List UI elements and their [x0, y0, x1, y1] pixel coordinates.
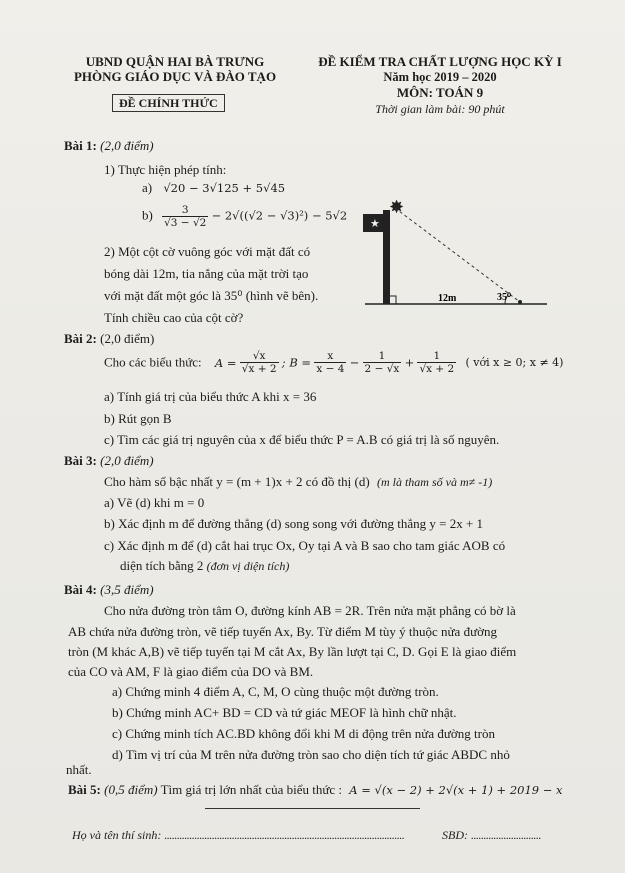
department-name: PHÒNG GIÁO DỤC VÀ ĐÀO TẠO: [73, 69, 277, 84]
bai2-b: b) Rút gọn B: [104, 411, 172, 426]
bai4-p-line1: Cho nửa đường tròn tâm O, đường kính AB = 2R. Trên nửa mặt phẳng có bờ là: [104, 603, 516, 618]
figure-length-label: 12m: [438, 293, 457, 304]
bai1-part2-line3: với mặt đất một góc là 35⁰ (hình vẽ bên).: [104, 288, 319, 303]
bai1-part2-line2: bóng dài 12m, tia nắng của mặt trời tạo: [104, 266, 309, 281]
bai1-heading: [64, 138, 154, 154]
bai2-points: (2,0 điểm): [100, 331, 155, 346]
B-lhs: ; B =: [281, 355, 312, 370]
sbd-label: SBD:: [442, 828, 468, 842]
school-year: Năm học 2019 – 2020: [383, 70, 497, 84]
bai1-a-label: a): [142, 180, 153, 195]
bai4-c: c) Chứng minh tích AC.BD không đổi khi M di động trên nửa đường tròn: [112, 726, 495, 741]
bai5-points: (0,5 điểm): [104, 782, 158, 797]
B-d3: √x + 2: [419, 363, 455, 375]
candidate-name-line: [72, 828, 404, 843]
sun-ray: [395, 208, 520, 302]
bai4-title: Bài 4:: [64, 582, 97, 597]
bai4-p-line4: của CO và AM, F là giao điểm của DO và BM.: [68, 664, 314, 679]
bai1-b-rest: − 2√((√2 − √3)²) − 5√2: [211, 208, 348, 223]
flagpole-figure: [355, 196, 550, 311]
B-fraction-3: [417, 350, 456, 375]
bai4-points: (3,5 điểm): [100, 582, 154, 597]
sbd-line: [442, 828, 541, 843]
bai5-title: Bài 5:: [68, 782, 101, 797]
bai4-p-line2: AB chứa nửa đường tròn, vẽ tiếp tuyến Ax, By. Từ điểm M tùy ý thuộc nửa đường: [68, 624, 497, 639]
bai2-a: a) Tính giá trị của biểu thức A khi x = 36: [104, 389, 317, 404]
bai4-d-line2: nhất.: [66, 762, 92, 777]
bai2-title: Bài 2:: [64, 331, 97, 346]
exam-title: ĐỀ KIỂM TRA CHẤT LƯỢNG HỌC KỲ I: [318, 54, 562, 69]
sun-icon: ✸: [389, 197, 405, 218]
end-separator: [205, 808, 420, 809]
bai3-heading: [64, 453, 154, 469]
A-fraction: [240, 350, 279, 375]
bai2-intro: Cho các biểu thức:: [104, 354, 202, 370]
bai3-c-note: (đơn vị diện tích): [206, 559, 290, 573]
bai1-points: (2,0 điểm): [100, 138, 154, 153]
A-lhs: A =: [214, 355, 237, 370]
bai2-expressions: Cho các biểu thức: A = $\frac{√x}{√x + 2}$ ; B = $\frac{x}{x - 4}$ − $\frac{1}{2 - √x}$ + $\frac{1}{√x + 2}$ ( với x ≥ 0; x ≠ 4): [104, 350, 564, 375]
bai4-heading: [64, 582, 154, 598]
bai2-heading: [64, 331, 154, 347]
bai1-b-den: √3 − √2: [164, 217, 207, 229]
bai5-expr: A = √(x − 2) + 2√(x + 1) + 2019 − x: [349, 783, 563, 797]
candidate-name-dots: ................................................................................................: [164, 828, 405, 842]
bai1-part2-line4: Tính chiều cao của cột cờ?: [104, 310, 244, 325]
A-num: √x: [240, 350, 279, 363]
bai4-d-line1: d) Tìm vị trí của M trên nửa đường tròn sao cho diện tích tứ giác ABDC nhỏ: [112, 747, 510, 762]
bai3-b: b) Xác định m để đường thẳng (d) song song với đường thẳng y = 2x + 1: [104, 516, 484, 531]
bai4-a: a) Chứng minh 4 điểm A, C, M, O cùng thuộc một đường tròn.: [112, 684, 439, 699]
bai3-intro-note: (m là tham số và m≠ -1): [376, 475, 493, 489]
A-den: √x + 2: [241, 363, 277, 375]
bai1-title: Bài 1:: [64, 138, 97, 153]
shadow-end-point: [518, 300, 522, 304]
bai1-a-expr: √20 − 3√125 + 5√45: [163, 181, 286, 195]
bai5-text: Tìm giá trị lớn nhất của biểu thức :: [160, 782, 343, 797]
bai3-intro: Cho hàm số bậc nhất y = (m + 1)x + 2 có đồ thị (d): [104, 474, 370, 489]
bai3-c-text: diện tích bằng 2: [120, 558, 204, 573]
bai3-points: (2,0 điểm): [100, 453, 154, 468]
B-fraction-1: [314, 350, 346, 375]
figure-angle-label: 35⁰: [497, 292, 512, 303]
official-label: ĐỀ CHÍNH THỨC: [112, 94, 225, 112]
official-label-box: [112, 94, 225, 112]
bai3-intro-line: [104, 474, 492, 490]
bai1-b-num: 3: [162, 204, 208, 217]
duration: Thời gian làm bài: 90 phút: [375, 102, 505, 116]
B-d2: 2 − √x: [364, 363, 400, 375]
bai3-c-line1: c) Xác định m để (d) cắt hai trục Ox, Oy tại A và B sao cho tam giác AOB có: [104, 538, 506, 553]
bai3-title: Bài 3:: [64, 453, 97, 468]
bai1-a: [142, 180, 285, 196]
bai1-b-label: b): [142, 207, 153, 223]
candidate-name-label: Họ và tên thí sinh:: [72, 828, 162, 842]
bai3-c-line2: [120, 558, 289, 574]
bai1-b: [142, 204, 347, 229]
B-d1: x − 4: [316, 363, 345, 375]
sbd-dots: ............................: [471, 828, 541, 842]
flag-star: ★: [370, 217, 380, 230]
bai2-condition: ( với x ≥ 0; x ≠ 4): [465, 356, 564, 369]
bai2-c: c) Tìm các giá trị nguyên của x để biểu thức P = A.B có giá trị là số nguyên.: [104, 432, 500, 447]
district-name: UBND QUẬN HAI BÀ TRƯNG: [85, 54, 265, 69]
B-n1: x: [314, 350, 346, 363]
B-fraction-2: [363, 350, 402, 375]
bai1-part2-line1: 2) Một cột cờ vuông góc với mặt đất có: [104, 244, 311, 259]
B-n2: 1: [363, 350, 402, 363]
B-n3: 1: [417, 350, 456, 363]
right-angle-mark: [390, 296, 396, 304]
bai4-p-line3: tròn (M khác A,B) vẽ tiếp tuyến tại M cắt Ax, By lần lượt tại C, D. Gọi E là giao điểm: [68, 644, 517, 659]
bai4-b: b) Chứng minh AC+ BD = CD và tứ giác MEOF là hình chữ nhật.: [112, 705, 457, 720]
bai3-a: a) Vẽ (d) khi m = 0: [104, 495, 205, 510]
bai1-part1: 1) Thực hiện phép tính:: [104, 162, 227, 177]
bai1-b-fraction: [162, 204, 208, 229]
subject: MÔN: TOÁN 9: [396, 85, 484, 100]
bai5-line: [68, 782, 563, 798]
